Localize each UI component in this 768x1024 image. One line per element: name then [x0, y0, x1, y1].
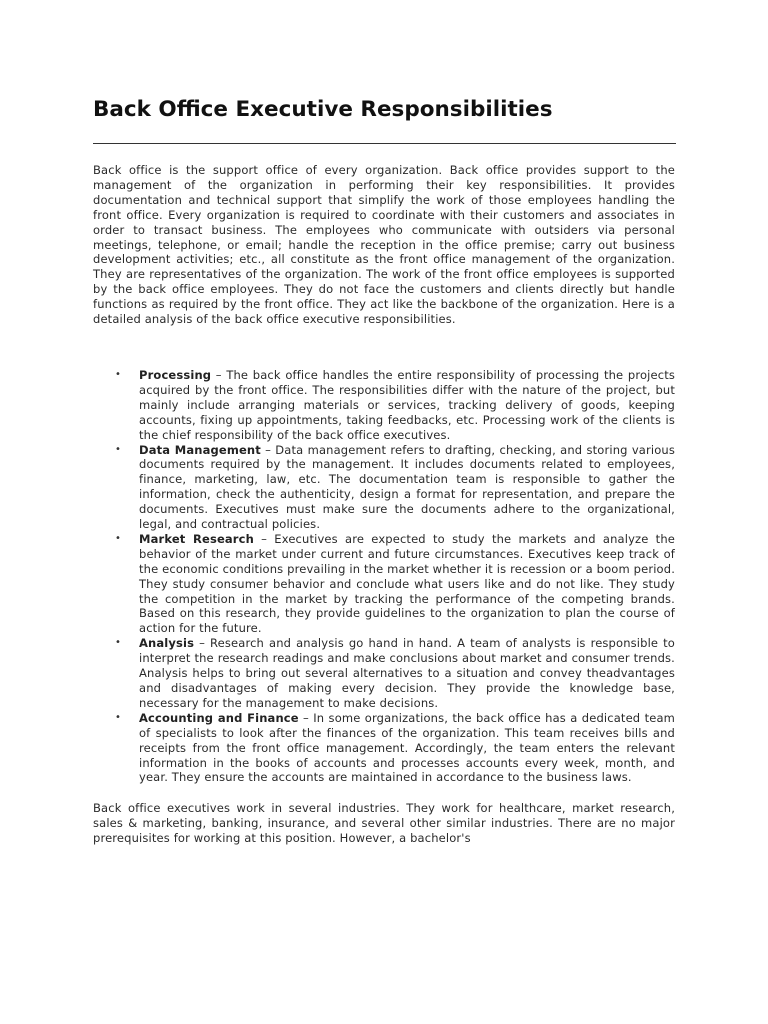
- list-item-text: – The back office handles the entire responsibility of processing the projects acquired by the front office. The responsibilities differ with the nature of the project, but mainly include arranging materials or services, tracking delivery of goods, keeping accounts, fixing up appointments, taking feedbacks, etc. Processing work of the clients is the chief responsibility of the back office executives.: [139, 367, 675, 442]
- document-title: Back Office Executive Responsibilities: [93, 97, 553, 122]
- list-item-processing: [93, 368, 675, 443]
- list-item-data-management: [93, 443, 675, 532]
- list-item-term: Accounting and Finance: [139, 710, 299, 725]
- list-item-term: Market Research: [139, 531, 254, 546]
- bullet-icon: •: [115, 368, 122, 380]
- list-item-accounting-and-finance: [93, 711, 675, 786]
- title-divider: [93, 143, 676, 144]
- list-item-text: – In some organizations, the back office has a dedicated team of specialists to look after the finances of the organization. This team receives bills and receipts from the front office management. Accordingly, the team enters the relevant information in the books of accounts and processes accounts every week, month, and year. They ensure the accounts are maintained in accordance to the business laws.: [139, 710, 675, 785]
- intro-paragraph: Back office is the support office of every organization. Back office provides support to the management of the organization in performing their key responsibilities. It provides documentation and technical support that simplify the work of those employees handling the front office. Every organization is required to coordinate with their customers and associates in order to transact business. The employees who communicate with outsiders via personal meetings, telephone, or email; handle the reception in the office premise; carry out business development activities; etc., all constitute as the front office management of the organization. They are representatives of the organization. The work of the front office employees is supported by the back office employees. They do not face the customers and clients directly but handle functions as required by the front office. They act like the backbone of the organization. Here is a detailed analysis of the back office executive responsibilities.: [93, 163, 675, 327]
- bullet-icon: •: [115, 532, 122, 544]
- list-item-term: Analysis: [139, 636, 195, 651]
- list-item-text: – Executives are expected to study the markets and analyze the behavior of the market under current and future circumstances. Executives keep track of the economic conditions prevailing in the market whether it is recession or a boom period. They study consumer behavior and conclude what users like and do not like. They study the competition in the market by tracking the performance of the competing brands. Based on this research, they provide guidelines to the organization to plan the course of action for the future.: [139, 531, 676, 636]
- closing-paragraph: Back office executives work in several industries. They work for healthcare, market research, sales & marketing, banking, insurance, and several other similar industries. There are no major prerequisites for working at this position. However, a bachelor's: [93, 801, 675, 846]
- list-item-term: Data Management: [139, 442, 261, 457]
- bullet-icon: •: [115, 711, 122, 723]
- list-item-text: – Research and analysis go hand in hand. A team of analysts is responsible to interpret the research readings and make conclusions about market and consumer trends. Analysis helps to bring out several alternatives to a situation and convey theadvantages and disadvantages of making every decision. They provide the knowledge base, necessary for the management to make decisions.: [139, 636, 675, 710]
- document-page: [93, 96, 675, 846]
- list-item-analysis: [93, 636, 675, 711]
- list-item-text: – Data management refers to drafting, checking, and storing various documents required by the management. It includes documents related to employees, finance, marketing, law, etc. The documentation team is responsible to gather the information, check the authenticity, design a format for representation, and prepare the documents. Executives must make sure the documents adhere to the organizational, legal, and contractual policies.: [139, 442, 675, 532]
- list-item-term: Processing: [139, 367, 212, 382]
- responsibilities-list: [93, 368, 675, 785]
- bullet-icon: •: [115, 637, 122, 649]
- bullet-icon: •: [115, 443, 122, 455]
- list-item-market-research: [93, 532, 675, 636]
